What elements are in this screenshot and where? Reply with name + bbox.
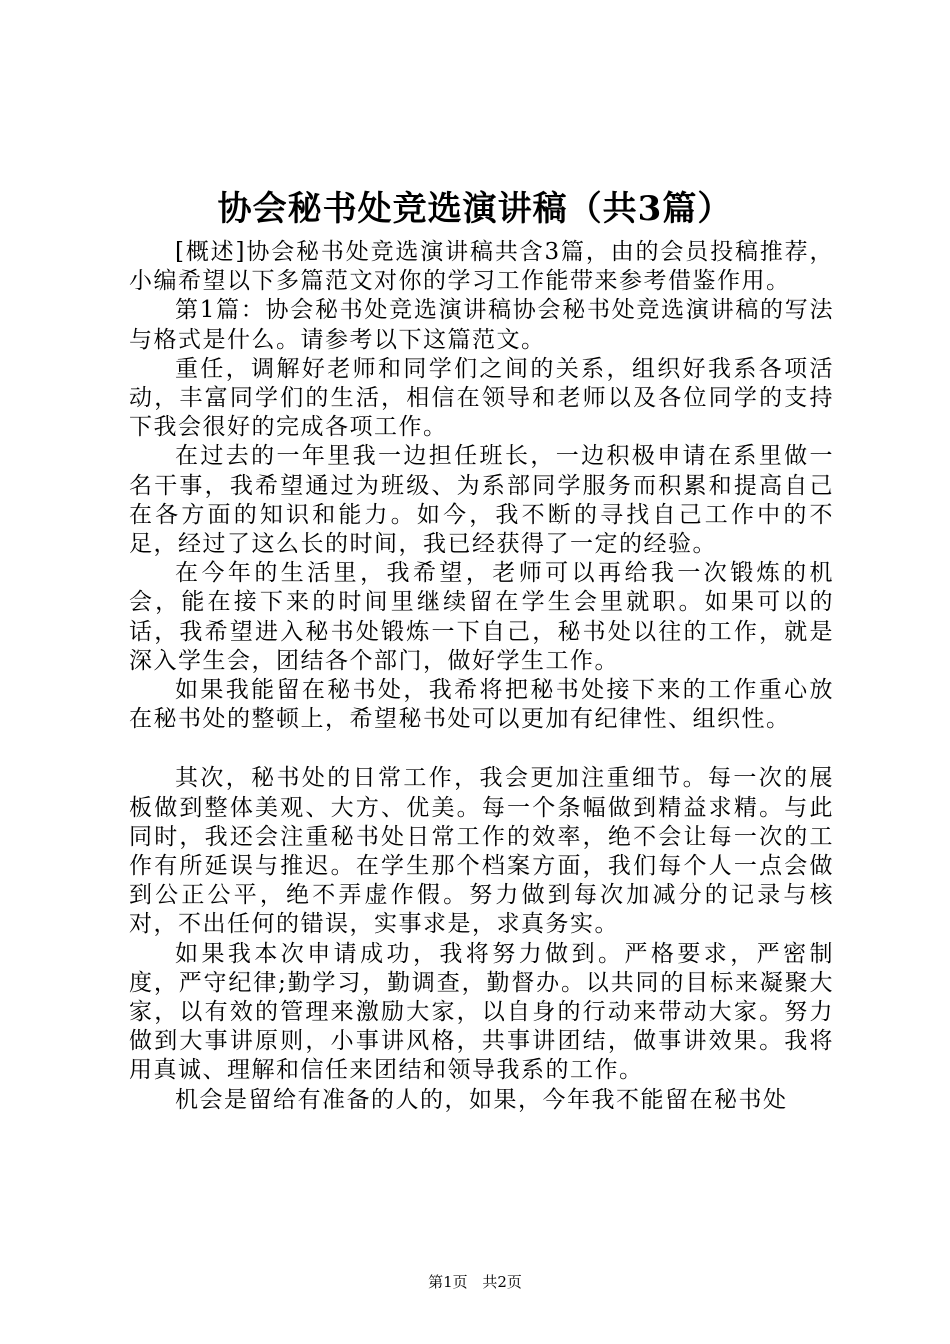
document-title: 协会秘书处竞选演讲稿（共3篇）: [217, 189, 733, 229]
paragraph-article-intro: 第1篇：协会秘书处竞选演讲稿协会秘书处竞选演讲稿的写法与格式是什么。请参考以下这篇范文。: [129, 297, 834, 353]
paragraph-summary: [概述]协会秘书处竞选演讲稿共含3篇，由的会员投稿推荐，小编希望以下多篇范文对你的学习工作能带来参考借鉴作用。: [129, 239, 834, 295]
paragraph: 在过去的一年里我一边担任班长，一边积极申请在系里做一名干事，我希望通过为班级、为系部同学服务而积累和提高自己在各方面的知识和能力。如今，我不断的寻找自己工作中的不足，经过了这么长的时间，我已经获得了一定的经验。: [129, 443, 834, 558]
paragraph: 如果我本次申请成功，我将努力做到。严格要求，严密制度，严守纪律;勤学习，勤调查，勤督办。以共同的目标来凝聚大家，以有效的管理来激励大家，以自身的行动来带动大家。努力做到大事讲原则，小事讲风格，共事讲团结，做事讲效果。我将用真诚、理解和信任来团结和领导我系的工作。: [129, 940, 834, 1084]
paragraph: 在今年的生活里，我希望，老师可以再给我一次锻炼的机会，能在接下来的时间里继续留在学生会里就职。如果可以的话，我希望进入秘书处锻炼一下自己，秘书处以往的工作，就是深入学生会，团结各个部门，做好学生工作。: [129, 560, 834, 674]
paragraph: 其次，秘书处的日常工作，我会更加注重细节。每一次的展板做到整体美观、大方、优美。每一个条幅做到精益求精。与此同时，我还会注重秘书处日常工作的效率，绝不会让每一次的工作有所延误与推迟。在学生那个档案方面，我们每个人一点会做到公正公平，绝不弄虚作假。努力做到每次加减分的记录与核对，不出任何的错误，实事求是，求真务实。: [129, 765, 834, 938]
document-body: [129, 238, 834, 1115]
page-total: 共2页: [482, 1273, 522, 1291]
page-number: 第1页: [428, 1273, 468, 1291]
paragraph: 机会是留给有准备的人的，如果，今年我不能留在秘书处: [175, 1086, 788, 1113]
page-footer: [0, 1272, 950, 1292]
paragraph: 重任，调解好老师和同学们之间的关系，组织好我系各项活动，丰富同学们的生活，相信在领导和老师以及各位同学的支持下我会很好的完成各项工作。: [129, 355, 834, 441]
paragraph: 如果我能留在秘书处，我希将把秘书处接下来的工作重心放在秘书处的整顿上，希望秘书处可以更加有纪律性、组织性。: [129, 677, 834, 733]
